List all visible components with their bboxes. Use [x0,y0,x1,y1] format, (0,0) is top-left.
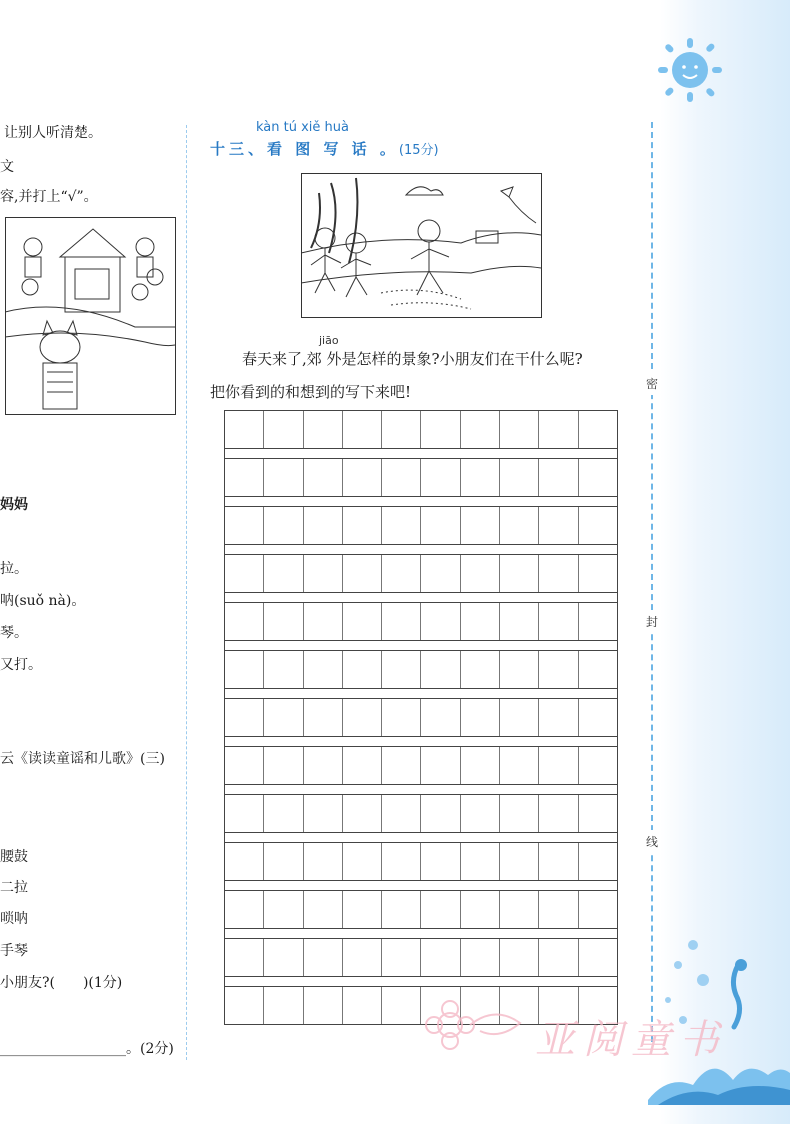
section-pinyin: kàn tú xiě huà [256,120,349,135]
grid-cell[interactable] [225,795,264,832]
left-text-line: 唢呐 [0,911,28,927]
left-text-line: 呐(suǒ nà)。 [0,593,86,609]
grid-cell[interactable] [579,699,617,736]
grid-cell[interactable] [539,747,578,784]
grid-cell[interactable] [461,603,500,640]
grid-cell[interactable] [225,987,264,1024]
margin-char-xian: 线 [644,830,660,853]
grid-cell[interactable] [382,939,421,976]
grid-cell[interactable] [264,939,303,976]
grid-cell[interactable] [579,891,617,928]
grid-cell[interactable] [579,507,617,544]
grid-row-gap [224,784,618,794]
grid-cell[interactable] [579,795,617,832]
grid-cell[interactable] [500,795,539,832]
grid-cell[interactable] [461,651,500,688]
writing-grid[interactable] [224,410,618,1025]
grid-cell[interactable] [264,843,303,880]
grid-cell[interactable] [421,459,460,496]
grid-row [224,890,618,928]
grid-cell[interactable] [461,699,500,736]
grid-cell[interactable] [304,987,343,1024]
grid-cell[interactable] [421,411,460,448]
grid-cell[interactable] [500,507,539,544]
grid-row-gap [224,736,618,746]
grid-row [224,458,618,496]
grid-cell[interactable] [225,459,264,496]
grid-cell[interactable] [539,939,578,976]
grid-cell[interactable] [421,651,460,688]
grid-row [224,938,618,976]
grid-cell[interactable] [500,747,539,784]
grid-cell[interactable] [421,843,460,880]
grid-cell[interactable] [264,891,303,928]
grid-cell[interactable] [304,411,343,448]
grid-cell[interactable] [382,411,421,448]
grid-cell[interactable] [225,747,264,784]
column-divider [186,125,187,1060]
grid-cell[interactable] [500,459,539,496]
grid-cell[interactable] [304,939,343,976]
grid-cell[interactable] [382,891,421,928]
grid-cell[interactable] [500,939,539,976]
sun-icon [655,35,725,105]
grid-cell[interactable] [264,987,303,1024]
grid-cell[interactable] [461,459,500,496]
grid-row-gap [224,592,618,602]
grid-cell[interactable] [421,891,460,928]
grid-cell[interactable] [304,699,343,736]
grid-cell[interactable] [225,651,264,688]
grid-cell[interactable] [225,507,264,544]
grid-cell[interactable] [264,699,303,736]
grid-cell[interactable] [382,459,421,496]
grid-cell[interactable] [382,555,421,592]
grid-cell[interactable] [579,939,617,976]
grid-cell[interactable] [343,459,382,496]
grid-cell[interactable] [225,891,264,928]
grid-cell[interactable] [539,651,578,688]
grid-cell[interactable] [461,843,500,880]
grid-cell[interactable] [579,411,617,448]
prompt-line-1: 春天来了,郊 外是怎样的景象?小朋友们在干什么呢? [242,350,583,368]
spring-outing-illustration [301,173,542,318]
grid-cell[interactable] [579,555,617,592]
grid-cell[interactable] [343,651,382,688]
margin-char-mi: 密 [644,372,660,395]
grid-cell[interactable] [382,507,421,544]
grid-cell[interactable] [304,555,343,592]
grid-cell[interactable] [461,891,500,928]
jiao-pinyin: jiāo [319,334,339,347]
grid-row [224,506,618,544]
grid-cell[interactable] [421,555,460,592]
left-text-line: 文 [0,159,14,175]
grid-row-gap [224,496,618,506]
grid-row [224,554,618,592]
left-text-line: 容,并打上“√”。 [0,189,98,205]
grid-cell[interactable] [500,411,539,448]
grid-row-gap [224,976,618,986]
grid-cell[interactable] [225,411,264,448]
grid-cell[interactable] [539,603,578,640]
left-text-line: 妈妈 [0,497,28,513]
grid-cell[interactable] [579,603,617,640]
grid-cell[interactable] [579,651,617,688]
grid-cell[interactable] [500,699,539,736]
grid-row [224,842,618,880]
grid-row [224,698,618,736]
grid-cell[interactable] [539,555,578,592]
grid-cell[interactable] [500,651,539,688]
grid-row-gap [224,688,618,698]
left-text-line: 小朋友?( )(1分) [0,975,123,991]
left-text-line: 手琴 [0,943,28,959]
grid-cell[interactable] [304,507,343,544]
grid-cell[interactable] [264,795,303,832]
grid-cell[interactable] [539,411,578,448]
grid-cell[interactable] [225,699,264,736]
watermark-flower-icon [420,995,530,1055]
grid-row-gap [224,880,618,890]
grid-cell[interactable] [579,843,617,880]
left-text-line: 又打。 [0,657,42,673]
grid-row [224,602,618,640]
grid-cell[interactable] [500,603,539,640]
grid-cell[interactable] [382,747,421,784]
grid-cell[interactable] [225,603,264,640]
grid-row-gap [224,928,618,938]
left-text-line: 让别人听清楚。 [4,125,102,141]
grid-cell[interactable] [539,507,578,544]
grid-cell[interactable] [264,651,303,688]
grid-cell[interactable] [343,411,382,448]
grid-cell[interactable] [539,699,578,736]
grid-cell[interactable] [343,939,382,976]
grid-row-gap [224,640,618,650]
grid-cell[interactable] [264,603,303,640]
grid-cell[interactable] [539,459,578,496]
grid-cell[interactable] [264,507,303,544]
grid-cell[interactable] [304,747,343,784]
grid-cell[interactable] [225,939,264,976]
left-text-line: 拉。 [0,561,28,577]
grid-cell[interactable] [382,603,421,640]
grid-row-gap [224,832,618,842]
grid-row [224,794,618,832]
grid-cell[interactable] [343,747,382,784]
grid-cell[interactable] [382,987,421,1024]
grid-cell[interactable] [539,795,578,832]
grid-cell[interactable] [264,411,303,448]
grid-cell[interactable] [461,939,500,976]
grid-cell[interactable] [343,987,382,1024]
band-parade-illustration [5,217,176,415]
grid-cell[interactable] [382,699,421,736]
grid-cell[interactable] [539,891,578,928]
grid-cell[interactable] [421,939,460,976]
margin-char-feng: 封 [644,610,660,633]
grid-cell[interactable] [343,891,382,928]
grid-row [224,746,618,784]
grid-cell[interactable] [304,651,343,688]
grid-cell[interactable] [382,651,421,688]
grid-cell[interactable] [343,699,382,736]
grid-cell[interactable] [304,795,343,832]
grid-cell[interactable] [579,459,617,496]
section-score: (15分) [398,143,439,158]
grid-cell[interactable] [500,555,539,592]
grid-cell[interactable] [343,555,382,592]
grid-row-gap [224,544,618,554]
grid-cell[interactable] [421,603,460,640]
prompt-line-2: 把你看到的和想到的写下来吧! [210,383,412,401]
grid-cell[interactable] [225,843,264,880]
grid-cell[interactable] [461,555,500,592]
grid-cell[interactable] [421,507,460,544]
grid-cell[interactable] [343,843,382,880]
grid-cell[interactable] [500,891,539,928]
grid-cell[interactable] [461,795,500,832]
grid-cell[interactable] [343,603,382,640]
grid-cell[interactable] [461,507,500,544]
grid-row-gap [224,448,618,458]
grid-cell[interactable] [304,891,343,928]
grid-cell[interactable] [382,795,421,832]
grid-cell[interactable] [382,843,421,880]
grid-row [224,650,618,688]
left-text-line: 云《读读童谣和儿歌》(三) [0,751,165,767]
grid-cell[interactable] [579,747,617,784]
grid-cell[interactable] [264,747,303,784]
grid-cell[interactable] [304,603,343,640]
grid-row [224,410,618,448]
grid-cell[interactable] [343,795,382,832]
grid-cell[interactable] [421,747,460,784]
grid-cell[interactable] [264,459,303,496]
grid-cell[interactable] [343,507,382,544]
left-text-line: 腰鼓 [0,849,28,865]
grid-cell[interactable] [421,699,460,736]
grid-cell[interactable] [461,747,500,784]
grid-cell[interactable] [421,795,460,832]
section-title-text: 十三、看 图 写 话 。 [210,140,399,158]
binding-dashed-line [651,122,653,1042]
grid-cell[interactable] [461,411,500,448]
watermark: 亚阅童书 [535,1017,727,1063]
grid-cell[interactable] [225,555,264,592]
grid-cell[interactable] [264,555,303,592]
section-title [210,138,439,159]
grid-cell[interactable] [500,843,539,880]
left-text-line: __________________。(2分) [0,1041,174,1057]
grid-cell[interactable] [304,843,343,880]
left-text-line: 琴。 [0,625,28,641]
left-text-line: 二拉 [0,880,28,896]
grid-cell[interactable] [539,843,578,880]
grid-cell[interactable] [304,459,343,496]
